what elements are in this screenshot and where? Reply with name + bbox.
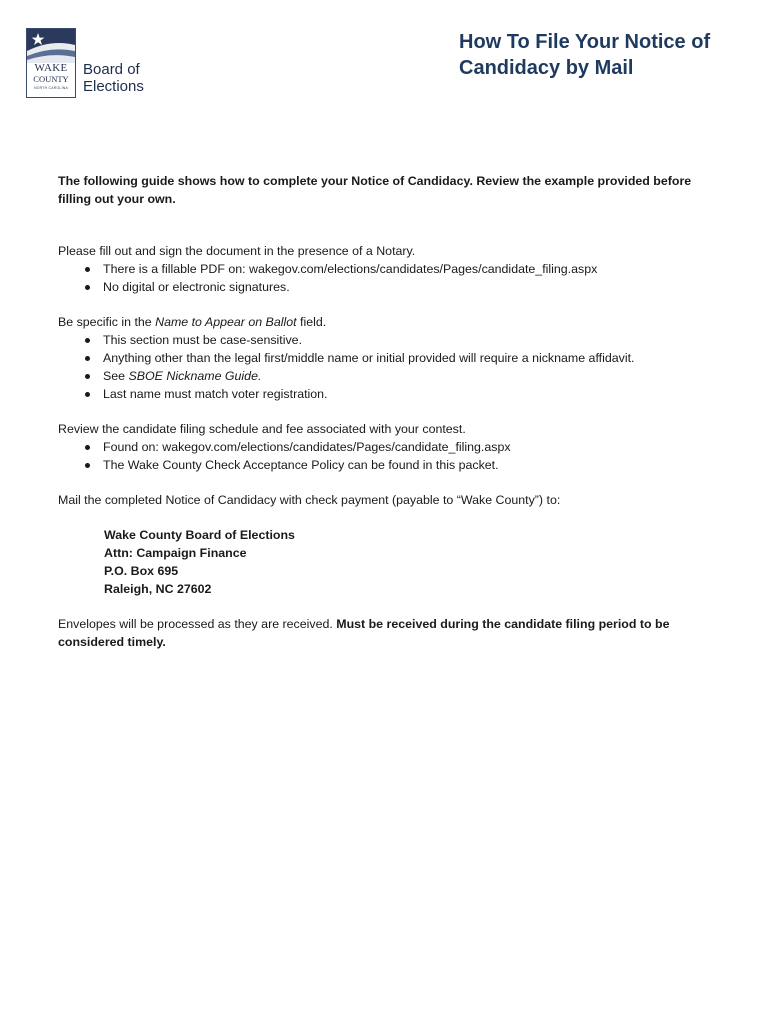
address-line: Attn: Campaign Finance <box>104 546 247 560</box>
sboe-nickname-guide-reference: SBOE Nickname Guide. <box>128 369 262 383</box>
see-prefix: See <box>103 369 129 383</box>
address-line: Wake County Board of Elections <box>104 528 295 542</box>
logo-county-text: COUNTY <box>33 74 69 84</box>
list-item: The Wake County Check Acceptance Policy can be found in this packet. <box>58 456 708 474</box>
notary-bullets <box>58 260 708 296</box>
logo-wake-text: WAKE <box>34 62 68 74</box>
ballot-name-lead-end: field. <box>296 315 327 329</box>
flag-sky-icon <box>27 29 75 63</box>
ballot-name-lead-text: Be specific in the <box>58 315 156 329</box>
closing-normal-text: Envelopes will be processed as they are received. <box>58 617 337 631</box>
list-item: There is a fillable PDF on: wakegov.com/elections/candidates/Pages/candidate_filing.aspx <box>58 260 708 278</box>
mail-instruction: Mail the completed Notice of Candidacy with check payment (payable to “Wake County”) to: <box>58 493 561 507</box>
page-title-line1: How To File Your Notice of <box>459 31 711 53</box>
ballot-name-bullets <box>58 331 708 403</box>
document-body <box>58 172 708 651</box>
logo-org-line1: Board of <box>83 61 140 78</box>
intro-paragraph: The following guide shows how to complete your Notice of Candidacy. Review the example provided before filling out your own. <box>58 174 692 206</box>
county-seal-mark <box>26 28 76 98</box>
list-item <box>58 367 708 385</box>
list-item: Last name must match voter registration. <box>58 385 708 403</box>
logo-org-name <box>83 61 144 95</box>
wake-county-board-of-elections-logo <box>26 28 176 100</box>
page-title <box>459 29 759 81</box>
list-item: Anything other than the legal first/middle name or initial provided will require a nickname affidavit. <box>58 349 708 367</box>
closing-deadline-text: Must be received during the candidate filing period to be considered timely. <box>58 617 670 649</box>
address-line: Raleigh, NC 27602 <box>104 582 212 596</box>
list-item: No digital or electronic signatures. <box>58 278 708 296</box>
logo-org-line2: Elections <box>83 78 144 95</box>
list-item: Found on: wakegov.com/elections/candidates/Pages/candidate_filing.aspx <box>58 438 708 456</box>
notary-lead: Please fill out and sign the document in the presence of a Notary. <box>58 244 416 258</box>
ballot-name-field-label: Name to Appear on Ballot <box>155 315 297 329</box>
address-line: P.O. Box 695 <box>104 564 179 578</box>
closing-paragraph <box>58 615 708 651</box>
schedule-bullets <box>58 438 708 474</box>
page-title-line2: Candidacy by Mail <box>459 57 634 79</box>
mailing-address <box>58 526 708 598</box>
schedule-lead: Review the candidate filing schedule and fee associated with your contest. <box>58 422 466 436</box>
list-item: This section must be case-sensitive. <box>58 331 708 349</box>
logo-state-text: NORTH CAROLINA <box>33 86 69 90</box>
ballot-name-lead <box>58 313 708 331</box>
